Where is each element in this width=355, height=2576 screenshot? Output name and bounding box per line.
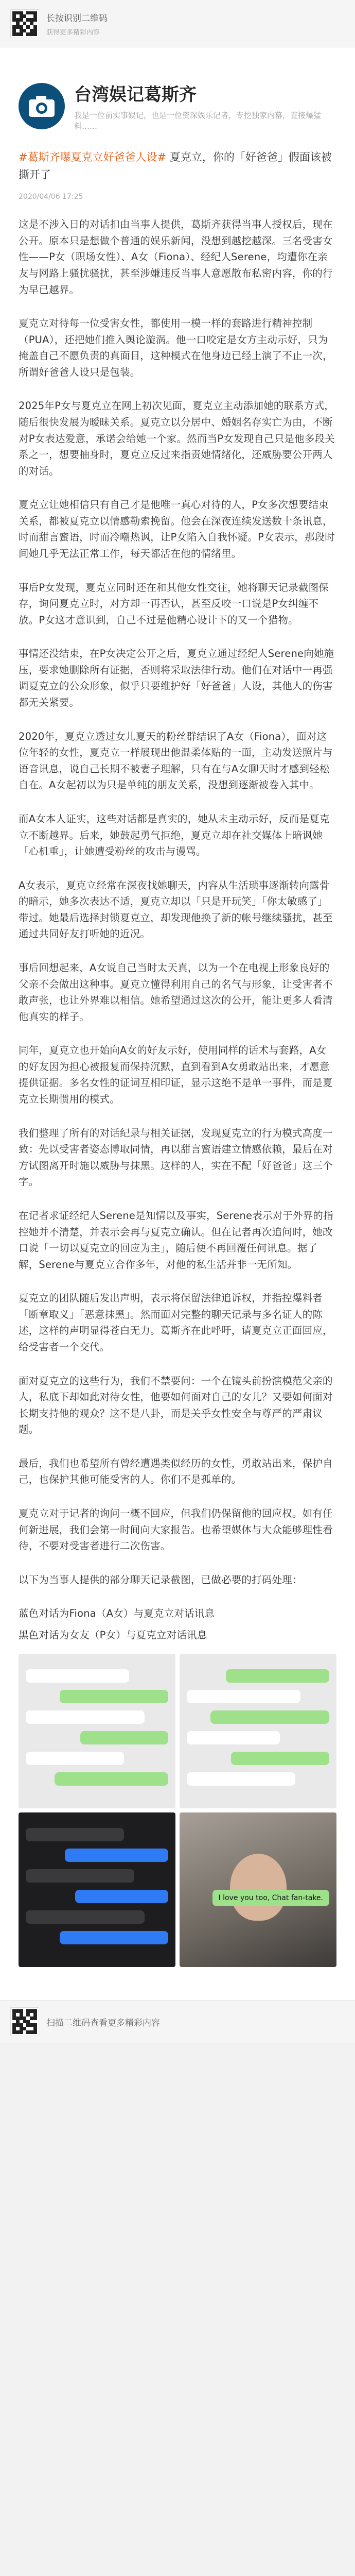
paragraph: 2020年，夏克立透过女儿夏天的粉丝群结识了A女（Fiona），面对这位年轻的女性，夏克立一样展现出他温柔体贴的一面，主动发送照片与语音讯息，说自己长期不被妻子理解，只有在与A女聊天时才感到轻松自在。A女起初以为只是单纯的朋友关系，没想到逐渐被卷入其中。 [19,730,333,791]
paragraph: 夏克立的团队随后发出声明，表示将保留法律追诉权，并指控爆料者「断章取义」「恶意抹黑」。然而面对完整的聊天记录与多名证人的陈述，这样的声明显得苍白无力。葛斯齐在此呼吁，请夏克立正面回应，给受害者一个交代。 [19,1292,333,1353]
paragraph: 事后回想起来，A女说自己当时太天真，以为一个在电视上形象良好的父亲不会做出这种事。夏克立懂得利用自己的名气与形象，让受害者不敢声张，也让外界难以相信。她希望通过这次的公开，能让更多人看清他真实的样子。 [19,962,333,1023]
paragraph: 夏克立对于记者的询问一概不回应，但我们仍保留他的回应权。如有任何新进展，我们会第一时间向大家报告。也希望媒体与大众能够理性看待，不要对受害者进行二次伤害。 [19,1507,333,1552]
paragraph: 以下为当事人提供的部分聊天记录截图，已做必要的打码处理： [19,1573,303,1586]
paragraph: 面对夏克立的这些行为，我们不禁要问：一个在镜头前扮演模范父亲的人，私底下却如此对待女性，他要如何面对自己的女儿？又要如何面对长期支持他的观众？这不是八卦，而是关乎女性安全与尊严的严肃议题。 [19,1375,333,1436]
bottom-banner-text: 扫描二维码查看更多精彩内容 [46,2018,160,2028]
author-name[interactable]: 台湾娱记葛斯齐 [74,84,197,105]
paragraph: A女表示，夏克立经常在深夜找她聊天，内容从生活琐事逐渐转向露骨的暗示，她多次表达不适，夏克立却以「只是开玩笑」「你太敏感了」带过。她最后选择封锁夏克立，却发现他换了新的帐号继续骚扰，甚至通过共同好友打听她的近况。 [19,879,333,940]
paragraph: 最后，我们也希望所有曾经遭遇类似经历的女性，勇敢站出来，保护自己，也保护其他可能受害的人。你们不是孤单的。 [19,1457,333,1486]
paragraph: 而A女本人证实，这些对话都是真实的，她从未主动示好，反而是夏克立不断越界。后来，她鼓起勇气拒绝，夏克立却在社交媒体上暗讽她「心机重」，让她遭受粉丝的攻击与谩骂。 [19,812,330,858]
paragraph: 事情还没结束，在P女决定公开之后，夏克立通过经纪人Serene向她施压，要求她删除所有证据，否则将采取法律行动。他们在对话中一再强调夏克立的公众形象，似乎只要维护好「好爸爸」人设，其他人的伤害都无关紧要。 [19,648,334,709]
headline-text: 夏克立，你的「好爸爸」假面该被撕开了 [19,151,332,181]
chat-screenshot-image[interactable] [180,1654,336,1808]
paragraph: 夏克立让她相信只有自己才是他唯一真心对待的人，P女多次想要结束关系，都被夏克立以情感勒索挽留。他会在深夜连续发送数十条讯息，时而甜言蜜语，时而冷嘲热讽，让P女陷入自我怀疑。P女表示，那段时间她几乎无法正常工作，每天都活在他的情绪里。 [19,499,335,560]
chat-message: I love you too, Chat fan-take. [212,1890,329,1906]
qr-code-icon[interactable] [10,2007,39,2036]
banner-subtitle: 获得更多精彩内容 [46,28,100,37]
paragraph: 事后P女发现，夏克立同时还在和其他女性交往，她将聊天记录截图保存，询问夏克立时，对方却一再否认，甚至反咬一口说是P女纠缠不放。P女这才意识到，自己不过是他精心设计下的又一个猎物。 [19,581,329,626]
hashtag-link[interactable]: #葛斯齐曝夏克立好爸爸人设# [19,151,167,163]
caption-black: 黑色对话为女友（P女）与夏克立对话讯息 [19,1629,207,1641]
author-description: 我是一位前实事娱记，也是一位资深娱乐记者，专挖独家内幕，直接爆猛料…… [74,111,322,131]
chat-screenshot-image[interactable] [19,1654,175,1808]
chat-screenshots [19,1654,336,1967]
caption-blue: 蓝色对话为Fiona（A女）与夏克立对话讯息 [19,1607,215,1620]
paragraph: 夏克立对待每一位受害女性，都使用一模一样的套路进行精神控制（PUA），还把她们推入舆论漩涡。他一口咬定是女方主动示好，只为掩盖自己不愿负责的真面目，这种模式在他身边已经上演了不止一次，所谓好爸爸人设只是包装。 [19,317,333,378]
paragraph: 2025年P女与夏克立在网上初次见面，夏克立主动添加她的联系方式，随后很快发展为暧昧关系。夏克立以分居中、婚姻名存实亡为由，不断对P女表达爱意，承诺会给她一个家。然而当P女发现自己只是他多段关系之一，想要抽身时，夏克立反过来指责她情绪化，还威胁要公开两人的对话。 [19,400,335,477]
avatar[interactable] [19,83,65,129]
paragraph: 在记者求证经纪人Serene是知情以及事实，Serene表示对于外界的指控她并不清楚，并表示会再与夏克立确认。但在记者再次追问时，她改口说「一切以夏克立的回应为主」，随后便不再回覆任何讯息。据了解，Serene与夏克立合作多年，对他的私生活并非一无所知。 [19,1209,333,1270]
qr-code-icon[interactable] [10,9,39,38]
camera-logo-icon [24,88,60,124]
top-banner [0,0,355,47]
article [0,47,355,2000]
post-headline [19,149,336,183]
person-photo [230,1854,287,1921]
photo-screenshot-image[interactable] [180,1812,336,1967]
banner-title: 长按识别二维码 [46,13,108,24]
bottom-banner [0,2000,355,2043]
paragraph: 同年，夏克立也开始向A女的好友示好，使用同样的话术与套路，A女的好友因为担心被报复而保持沉默，直到看到A女勇敢站出来，才愿意提供证据。多名女性的证词互相印证，显示这绝不是单一事件，而是夏克立长期惯用的模式。 [19,1044,333,1106]
chat-screenshot-image[interactable] [19,1812,175,1967]
paragraph: 我们整理了所有的对话纪录与相关证据，发现夏克立的行为模式高度一致：先以受害者姿态博取同情，再以甜言蜜语建立情感依赖，最后在对方试图离开时施以威胁与抹黑。这样的人，实在不配「好爸爸」这三个字。 [19,1127,333,1188]
author-header [19,60,336,131]
paragraph: 这是不涉入日的对话扣由当事人提供，葛斯齐获得当事人授权后，现在公开。原本只是想做个普通的娱乐新闻，没想到越挖越深。三名受害女性——P女（职场女性）、A女（Fiona）、经纪人Serene，均遭你在亲友与网路上骚扰骚扰，甚至涉嫌违反当事人意愿散布私密内容，你的行为早已越界。 [19,218,333,296]
post-date: 2020/04/06 17:25 [19,193,83,201]
